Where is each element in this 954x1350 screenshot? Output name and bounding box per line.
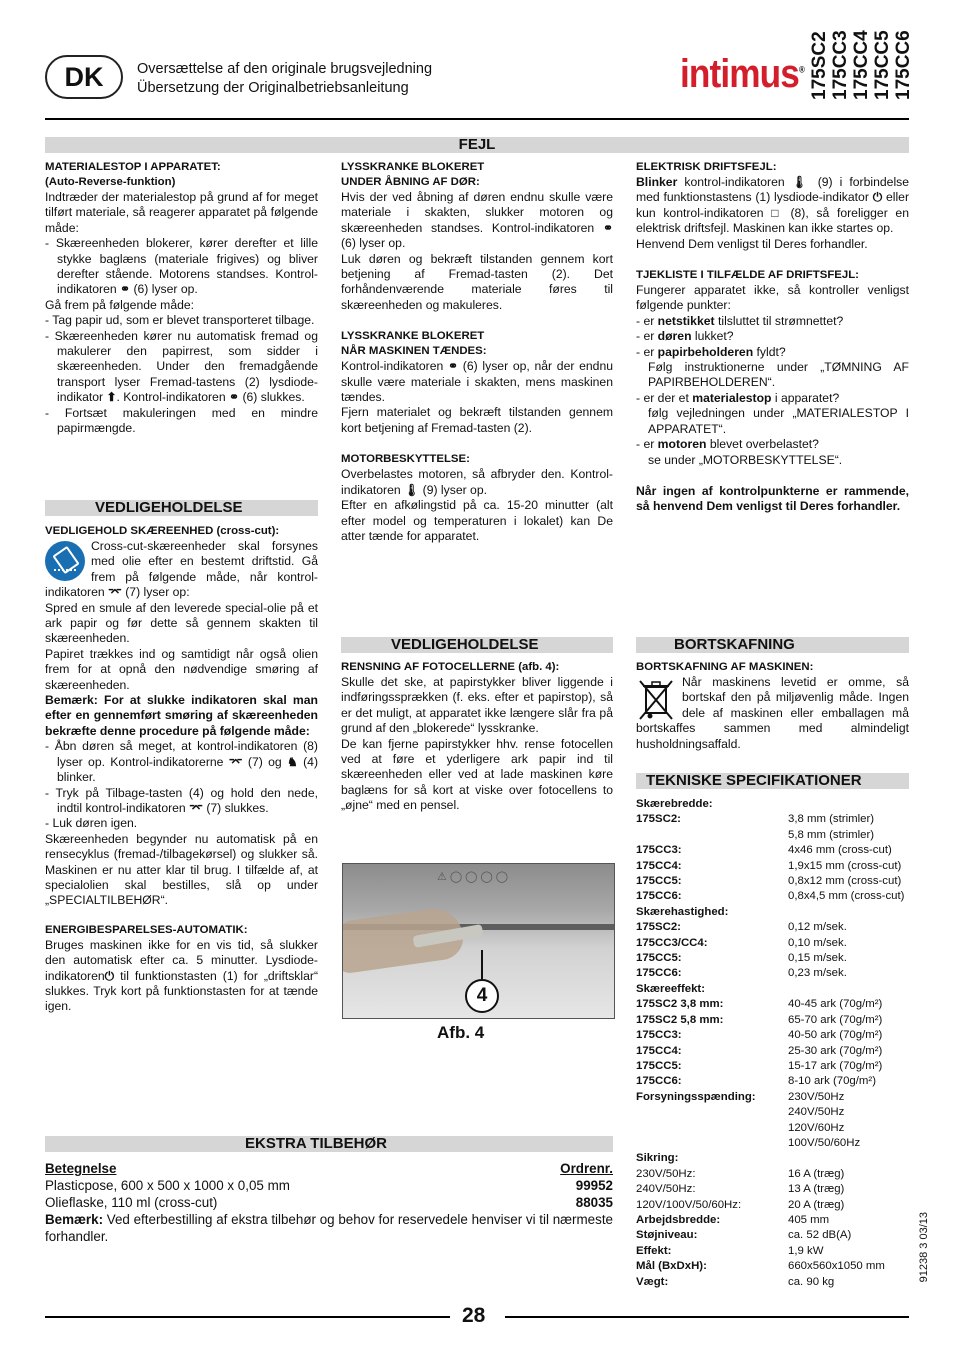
col1-vedligehold [45, 524, 318, 1015]
list [45, 236, 318, 298]
heading-lysskranke-2a: LYSSKRANKE BLOKERET [341, 330, 485, 343]
oil-indicator-icon: ⌤ [108, 585, 122, 600]
list-item: - er papirbeholderen fyldt? Følg instruktionerne under „TØMNING AF PAPIRBEHOLDEREN“. [636, 344, 909, 390]
paragraph: Hvis der ved åbning af døren endnu skulle være materiale i skakten, slukker motoren og skæreenheden standses. Kontrol-indikatoren ⚭ (6) lyser op. [341, 190, 614, 251]
spec-value: 65-70 ark (70g/m²) [788, 1013, 883, 1026]
paragraph-final: Når ingen af kontrolpunkterne er rammende, så henvend Dem venligst til Deres forhandler. [636, 483, 909, 514]
figure-caption: Afb. 4 [437, 1023, 485, 1042]
spec-row [636, 1105, 909, 1120]
spec-key: Forsyningsspænding: [636, 1090, 756, 1103]
col1-materialestop [45, 160, 318, 437]
model-175cc6: 175CC6 [893, 30, 914, 100]
shred-icon: ⚭ [448, 359, 459, 374]
figure-4-photo [342, 863, 615, 1019]
model-175cc5: 175CC5 [872, 30, 893, 100]
heading-energibesparelse: ENERGIBESPARELSES-AUTOMATIK: [45, 923, 248, 936]
header-line-2: Übersetzung der Originalbetriebsanleitung [137, 80, 409, 96]
spec-key [636, 1105, 788, 1120]
spec-value: 1,9 kW [788, 1244, 824, 1257]
spec-key: 175CC5: [636, 952, 682, 965]
spec-value: 15-17 ark (70g/m²) [788, 1059, 883, 1072]
spec-row [636, 859, 909, 874]
list-item: - er motoren blevet overbelastet? se under „MOTORBESKYTTELSE“. [636, 437, 843, 467]
section-tekniske: TEKNISKE SPECIFIKATIONER [636, 773, 909, 789]
spec-value: 0,10 m/sek. [788, 936, 847, 949]
spec-row [636, 1182, 909, 1197]
heading-vedligehold-skaereenhed: VEDLIGEHOLD SKÆREENHED (cross-cut): [45, 525, 280, 537]
spec-key: Skæreeffekt: [636, 982, 706, 995]
spec-value: 120V/60Hz [788, 1121, 845, 1134]
paragraph: Henvend Dem venligst til Deres forhandler. [636, 236, 868, 251]
spec-value: 0,12 m/sek. [788, 921, 847, 934]
list [45, 739, 318, 831]
spec-row [636, 1136, 909, 1151]
spec-key: 175SC2: [636, 813, 681, 826]
spec-value: 5,8 mm (strimler) [788, 828, 875, 841]
spec-row [636, 843, 909, 858]
header-line-1: Oversættelse af den originale brugsvejledning [137, 61, 433, 77]
heading-lysskranke-1b: UNDER ÅBNING AF DØR: [341, 176, 480, 188]
spec-value: 660x560x1050 mm [788, 1260, 885, 1273]
spec-value: 240V/50Hz [788, 1106, 845, 1119]
list-item: - Skæreenheden kører nu automatisk fremad og makulerer den papirrest, som sidder i skæreenheden. Under den fremadgående transport lyser Fremad-tastens (2) lysdiode-indikator ⬆. Kontrol-indikatoren ⚭ (6) slukkes. [45, 328, 318, 405]
col-betegnelse: Betegnelse [45, 1161, 117, 1176]
list-item: - Skæreenheden blokerer, kører derefter et lille stykke baglæns (materiale frigives) og bliver derefter stående. Motorens standses. Kontrol-indikatoren ⚭ (6) lyser op. [45, 236, 318, 297]
checklist [636, 314, 909, 468]
ekstra-note: Bemærk: Ved efterbestilling af ekstra tilbehør og behov for reservedele henviser vi til nærmeste forhandler. [45, 1212, 613, 1244]
arrow-up-icon: ⬆ [106, 390, 117, 405]
spec-key: Støjniveau: [636, 1229, 698, 1242]
power-icon: ⏻ [104, 968, 115, 983]
model-175cc3: 175CC3 [830, 30, 851, 100]
list-item: - er netstikket tilsluttet til strømnettet? [636, 313, 844, 328]
spec-row [636, 1259, 909, 1274]
spec-key: 175CC4: [636, 859, 682, 872]
spec-key: 175CC6: [636, 1075, 682, 1088]
warning-icons: ⚠◯◯◯◯ [437, 871, 512, 883]
spec-key [636, 828, 788, 843]
spec-value: 1,9x15 mm (cross-cut) [788, 859, 902, 872]
paragraph: Skulle det ske, at papirstykker bliver liggende i indføringssprækken (f. eks. efter et papirstop), så er det muligt, at apparatet ikke længere slår fra på grund af den „blokerede“ lysskranke. [341, 675, 613, 736]
oil-icon [45, 541, 85, 581]
spec-key: Vægt: [636, 1275, 669, 1288]
list-item: - Åbn døren så meget, at kontrol-indikatoren (8) lyser op. Kontrol-indikatorerne ⌤ (7) og ♞ (4) blinker. [45, 739, 319, 785]
paragraph: Fjern materialet og bekræft tilstanden gennem kort betjening af Fremad-tasten (2). [341, 405, 613, 435]
figure-pointer [481, 950, 483, 979]
spec-value: 40-45 ark (70g/m²) [788, 998, 883, 1011]
spec-key: 175CC3/CC4: [636, 936, 708, 949]
section-vedligeholdelse-1: VEDLIGEHOLDELSE [45, 500, 318, 516]
spec-row [636, 1213, 909, 1228]
spec-key: 230V/50Hz: [636, 1167, 696, 1180]
paragraph: Overbelastes motoren, så afbryder den. Kontrol-indikatoren 🌡 (9) lyser op. [341, 467, 613, 497]
list-item: - Luk døren igen. [45, 816, 138, 831]
ekstra-table [45, 1160, 613, 1245]
spec-row [636, 1090, 909, 1105]
brand-logo: intimus® [680, 52, 804, 96]
header-rule [45, 118, 909, 120]
reverse-icon: ♞ [287, 754, 298, 769]
spec-value: ca. 52 dB(A) [788, 1229, 852, 1242]
footer-rule-left [45, 1316, 450, 1318]
paragraph: Bruges maskinen ikke for en vis tid, så slukker den automatisk efter ca. 5 minutter. Lysdiode-indikatoren⏻ til funktionstasten (1) for „driftsklar“ slukkes. Tryk kort på funktionstasten for at tænde igen. [45, 937, 319, 1014]
footer-rule-right [505, 1316, 909, 1318]
spec-value: 0,15 m/sek. [788, 952, 847, 965]
spec-row [636, 1028, 909, 1043]
spec-value: 25-30 ark (70g/m²) [788, 1044, 883, 1057]
spec-row [636, 1013, 909, 1028]
spec-key: 175CC6: [636, 890, 682, 903]
spec-value: 4x46 mm (cross-cut) [788, 844, 892, 857]
spec-key: Arbejdsbredde: [636, 1213, 721, 1226]
spec-key: Skærehastighed: [636, 905, 729, 918]
spec-row [636, 1121, 909, 1136]
col2-lysskranke [341, 160, 613, 544]
spec-row [636, 1059, 909, 1074]
col3-driftsfejl [636, 160, 909, 515]
ekstra-header-row [45, 1160, 613, 1177]
spec-row [636, 889, 909, 904]
spec-key: 175CC3: [636, 844, 682, 857]
spec-value: 0,8x12 mm (cross-cut) [788, 875, 902, 888]
table-row: Plasticpose, 600 x 500 x 1000 x 0,05 mm 99952 [45, 1178, 613, 1193]
oil-indicator-icon: ⌤ [228, 754, 243, 769]
spec-value: 8-10 ark (70g/m²) [788, 1075, 876, 1088]
spec-table [636, 797, 909, 1290]
list-item: - Tryk på Tilbage-tasten (4) og hold den nede, indtil kontrol-indikatoren ⌤ (7) slukkes. [45, 785, 318, 815]
paragraph: De kan fjerne papirstykker hhv. rense fotocellen ved at føre et yderligere ark papir ind til skæreenheden eller ved at lade maskinen køre baglæns for så kort at viske over fotocellens to „øjne“ med en pensel. [341, 736, 613, 813]
spec-heading [636, 905, 909, 920]
list [45, 313, 318, 436]
heading-rensning: RENSNING AF FOTOCELLERNE (afb. 4): [341, 661, 560, 673]
spec-key: Mål (BxDxH): [636, 1260, 707, 1273]
list-item: - er der et materialestop i apparatet? følg vejledningen under „MATERIALESTOP I APPARATET“. [636, 390, 909, 436]
spec-value: ca. 90 kg [788, 1275, 835, 1288]
spec-heading [636, 982, 909, 997]
spec-key: 175CC4: [636, 1044, 682, 1057]
heading-lysskranke-1a: LYSSKRANKE BLOKERET [341, 161, 485, 173]
shred-icon: ⚭ [602, 220, 614, 235]
spec-key: Sikring: [636, 1152, 679, 1165]
spec-value: 3,8 mm (strimler) [788, 813, 875, 826]
spec-value: 405 mm [788, 1213, 830, 1226]
paragraph: Når maskinens levetid er omme, så bortskaf den på miljøvenlig måde. Ingen dele af maskinen eller emballagen må bortskaffes sammen med almindeligt husholdningsaffald. [636, 675, 909, 751]
bin-full-icon: □ [771, 205, 783, 220]
spec-key: 120V/100V/50/60Hz: [636, 1198, 742, 1211]
spec-key [636, 1121, 788, 1136]
spec-row [636, 966, 909, 981]
spec-value: 20 A (træg) [788, 1198, 845, 1211]
spec-key: Effekt: [636, 1244, 672, 1257]
paragraph: Fungerer apparatet ikke, så kontroller venligst følgende punkter: [636, 283, 909, 313]
paragraph: Luk døren og bekræft tilstanden gennem kort betjening af Fremad-tasten (2). Det forhåndenværende materiale føres til skæreenheden og makuleres. [341, 251, 613, 312]
spec-value: 0,23 m/sek. [788, 967, 847, 980]
spec-key: 175SC2: [636, 921, 681, 934]
spec-row [636, 1228, 909, 1243]
heading-auto-reverse: (Auto-Reverse-funktion) [45, 176, 176, 188]
heading-motorbeskyttelse: MOTORBESKYTTELSE: [341, 453, 470, 466]
paragraph: Papiret trækkes ind og samtidigt når også olien frem for at opnå den nødvendige smøring af skæreenheden. [45, 646, 318, 692]
list-item: - Fortsæt makuleringen med en mindre papirmængde. [45, 405, 318, 436]
section-vedligeholdelse-2: VEDLIGEHOLDELSE [341, 637, 613, 653]
weee-bin-icon [636, 677, 676, 721]
paragraph: Indtræder der materialestop på grund af for meget tilført materiale, så reagerer apparatet på følgende måde: [45, 190, 318, 235]
spec-value: 0,8x4,5 mm (cross-cut) [788, 890, 905, 903]
shred-icon: ⚭ [229, 390, 240, 405]
spec-row [636, 1044, 909, 1059]
spec-key: 175CC5: [636, 875, 682, 888]
motor-temp-icon: 🌡 [791, 175, 811, 189]
list-item: - Tag papir ud, som er blevet transporteret tilbage. [45, 313, 315, 328]
model-175sc2: 175SC2 [809, 31, 830, 100]
spec-row [636, 920, 909, 935]
spec-row [636, 1074, 909, 1089]
spec-value: 40-50 ark (70g/m²) [788, 1029, 883, 1042]
paragraph: Spred en smule af den leverede special-olie på et ark papir og før dette så gennem skakten til skæreenheden. [45, 600, 318, 646]
paragraph: Efter en afkølingstid på ca. 15-20 minutter (alt efter model og temperaturen i lokalet) kan De atter tænde for apparatet. [341, 498, 613, 543]
spec-row [636, 951, 909, 966]
spec-row [636, 828, 909, 843]
spec-key: 175CC5: [636, 1059, 682, 1072]
lang-badge: DK [45, 55, 123, 99]
col-ordrenr: Ordrenr. [560, 1161, 613, 1176]
heading-elektrisk-driftsfejl: ELEKTRISK DRIFTSFEJL: [636, 161, 777, 173]
spec-row [636, 1244, 909, 1259]
spec-heading [636, 797, 909, 812]
paragraph: Gå frem på følgende måde: [45, 297, 195, 312]
spec-heading [636, 1151, 909, 1166]
page-number: 28 [462, 1304, 486, 1327]
motor-temp-icon: 🌡 [404, 482, 420, 497]
spec-key: Skærebredde: [636, 798, 713, 810]
doc-code: 91238 3 03/13 [918, 1212, 930, 1283]
model-list [809, 30, 914, 100]
power-icon: ⏻ [872, 190, 883, 205]
model-175cc4: 175CC4 [851, 30, 872, 100]
col2-rensning [341, 660, 613, 814]
spec-value: 230V/50Hz [788, 1090, 845, 1103]
spec-value: 100V/50/60Hz [788, 1136, 861, 1149]
heading-bortskafning: BORTSKAFNING AF MASKINEN: [636, 661, 814, 673]
oil-indicator-icon: ⌤ [189, 800, 203, 815]
spec-row [636, 1198, 909, 1213]
heading-tjekliste: TJEKLISTE I TILFÆLDE AF DRIFTSFEJL: [636, 269, 859, 282]
list-item: - er døren lukket? [636, 329, 734, 344]
section-ekstra-tilbehor: EKSTRA TILBEHØR [45, 1136, 613, 1152]
paragraph: Skæreenheden begynder nu automatisk på en rensecyklus (fremad-/tilbagekørsel) og slukker så. Maskinen er nu atter klar til brug. I tilfælde af, at specialolien skal bestilles, slå op under „SPECIALTILBEHØR“. [45, 831, 318, 908]
table-row: Olieflaske, 110 ml (cross-cut) 88035 [45, 1195, 613, 1210]
section-bortskafning: BORTSKAFNING [636, 637, 909, 653]
shred-icon: ⚭ [120, 282, 131, 297]
spec-key: 175SC2 3,8 mm: [636, 998, 724, 1011]
spec-row [636, 936, 909, 951]
spec-row [636, 1167, 909, 1182]
paragraph: Blinker kontrol-indikatoren 🌡 (9) i forbindelse med funktionstastens (1) lysdiode-indikator ⏻ eller kun kontrol-indikatoren □ (8), så foreligger en elektrisk driftsfejl. Maskinen kan ikke startes op. [636, 175, 910, 236]
header-subtitle [137, 60, 432, 98]
paper-lines-icon [54, 569, 76, 575]
spec-key: 175CC3: [636, 1029, 682, 1042]
section-fejl: FEJL [45, 137, 909, 153]
spec-row [636, 812, 909, 827]
spec-value: 16 A (træg) [788, 1167, 845, 1180]
heading-materialestop: MATERIALESTOP I APPARATET: [45, 161, 221, 173]
figure-number: 4 [465, 979, 499, 1013]
spec-row [636, 874, 909, 889]
spec-key [636, 1136, 788, 1151]
spec-row [636, 997, 909, 1012]
spec-key: 175CC6: [636, 967, 682, 980]
spec-row [636, 1275, 909, 1290]
paragraph: Kontrol-indikatoren ⚭ (6) lyser op, når der endnu skulle være materiale i skakten, mens maskinen tændes. [341, 359, 614, 405]
spec-value: 13 A (træg) [788, 1183, 845, 1196]
paragraph: Cross-cut-skæreenheder skal forsynes med olie efter en bestemt driftstid. Gå frem på følgende måde, når kontrol-indikatoren ⌤ (7) lyser op: [45, 539, 318, 600]
spec-key: 240V/50Hz: [636, 1183, 696, 1196]
paragraph-note: Bemærk: For at slukke indikatoren skal man efter en gennemført smøring af skæreenheden bekræfte denne procedure på følgende måde: [45, 693, 318, 738]
col3-bortskafning [636, 660, 909, 752]
heading-lysskranke-2b: NÅR MASKINEN TÆNDES: [341, 345, 487, 358]
spec-key: 175SC2 5,8 mm: [636, 1013, 724, 1026]
